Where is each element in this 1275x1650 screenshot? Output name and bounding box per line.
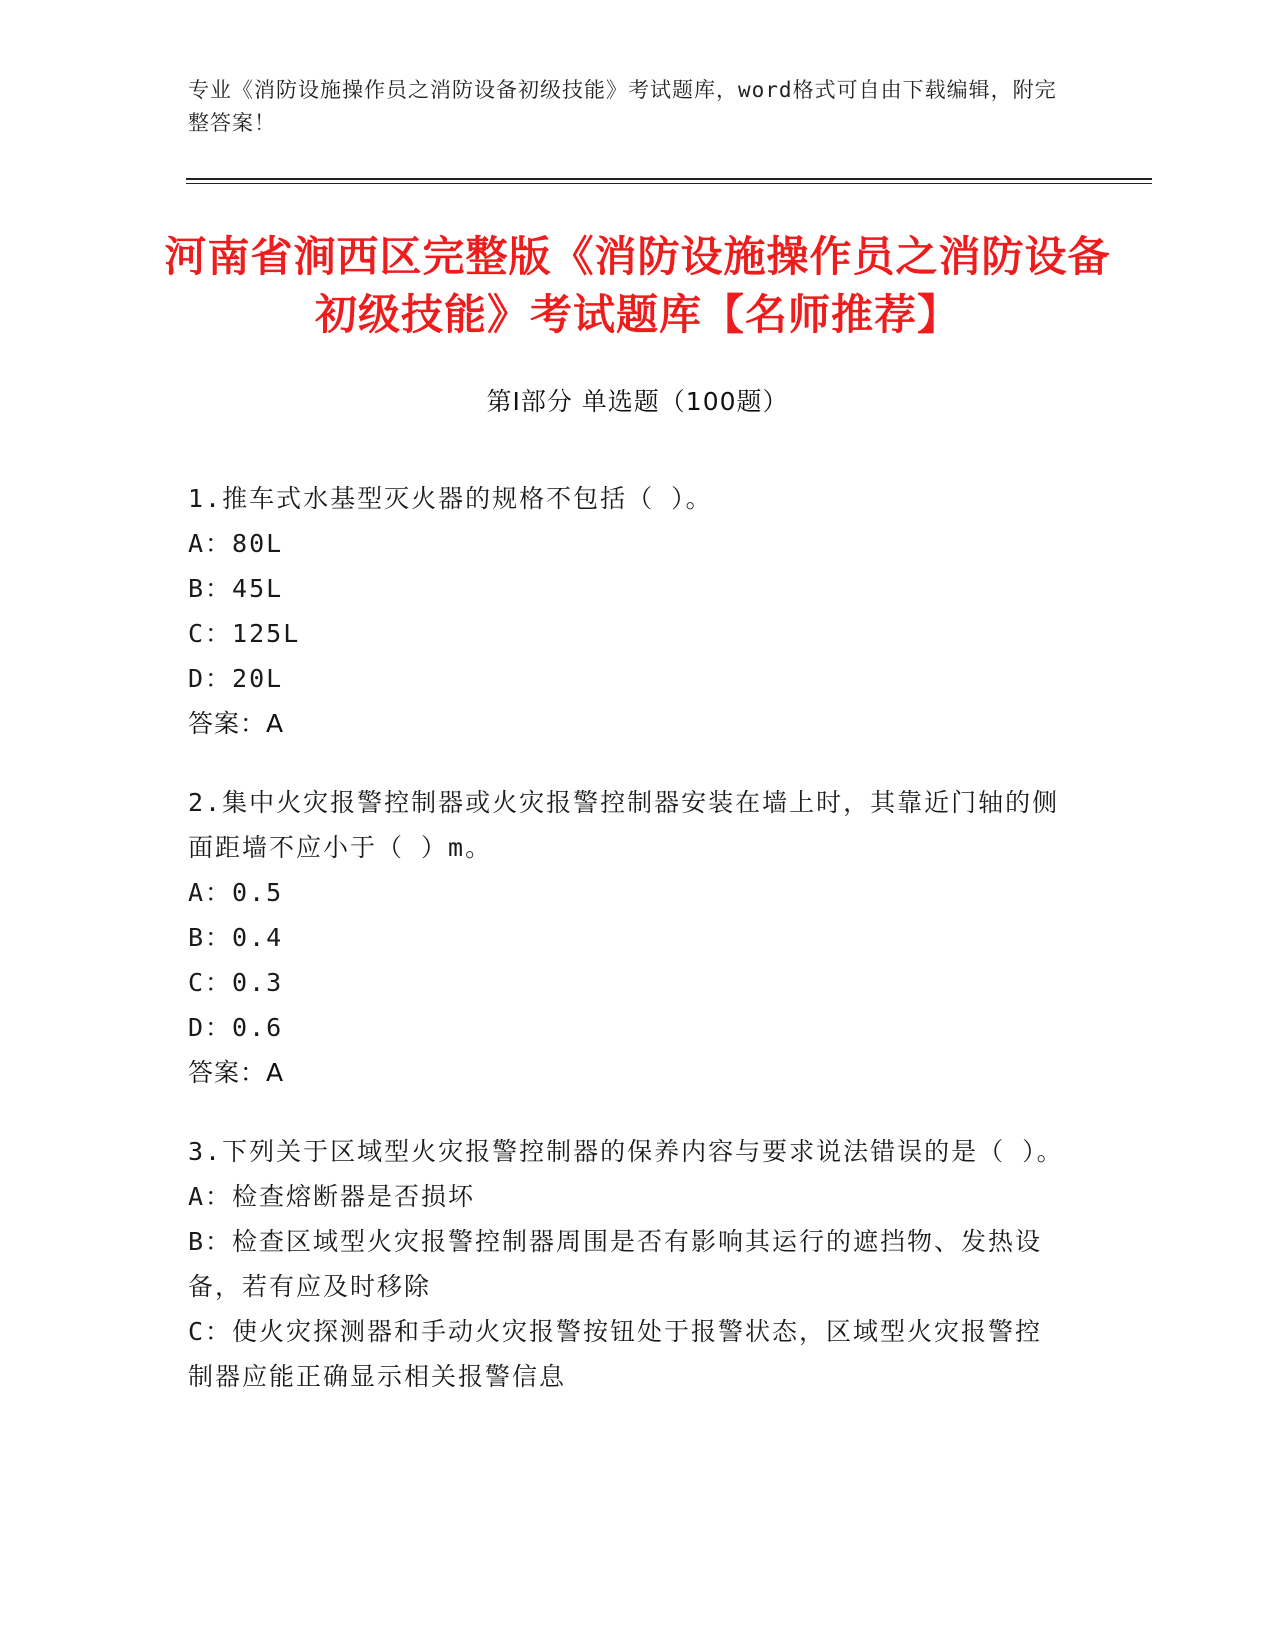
option-c: C：0.3 <box>188 968 284 997</box>
option-c: C：使火灾探测器和手动火灾报警按钮处于报警状态，区域型火灾报警控制器应能正确显示相关报警信息 <box>188 1317 1043 1391</box>
header-note: 专业《消防设施操作员之消防设备初级技能》考试题库，word格式可自由下载编辑，附完整答案！ <box>188 78 1057 135</box>
option-b: B：45L <box>188 574 284 603</box>
option-c: C：125L <box>188 619 301 648</box>
option-b: B：0.4 <box>188 923 284 952</box>
answer: 答案：A <box>188 1058 285 1087</box>
answer: 答案：A <box>188 709 285 738</box>
document-title: 河南省涧西区完整版《消防设施操作员之消防设备初级技能》考试题库【名师推荐】 <box>164 232 1111 339</box>
header-rule-thick <box>186 178 1152 180</box>
section-title: 第Ⅰ部分 单选题（100题） <box>486 387 789 416</box>
header-rule-thin <box>186 183 1152 184</box>
question-stem: 1.推车式水基型灭火器的规格不包括（ ）。 <box>188 484 713 513</box>
question-1 <box>188 476 1068 746</box>
question-stem: 2.集中火灾报警控制器或火灾报警控制器安装在墙上时，其靠近门轴的侧面距墙不应小于（ ）m。 <box>188 788 1060 862</box>
option-d: D：0.6 <box>188 1013 284 1042</box>
question-stem: 3.下列关于区域型火灾报警控制器的保养内容与要求说法错误的是（ ）。 <box>188 1137 1064 1166</box>
question-2 <box>188 780 1068 1095</box>
option-a: A：80L <box>188 529 284 558</box>
question-3 <box>188 1129 1068 1399</box>
option-b: B：检查区域型火灾报警控制器周围是否有影响其运行的遮挡物、发热设备，若有应及时移除 <box>188 1227 1043 1301</box>
option-a: A：检查熔断器是否损坏 <box>188 1182 476 1211</box>
option-d: D：20L <box>188 664 284 693</box>
option-a: A：0.5 <box>188 878 284 907</box>
question-list <box>188 476 1068 1433</box>
